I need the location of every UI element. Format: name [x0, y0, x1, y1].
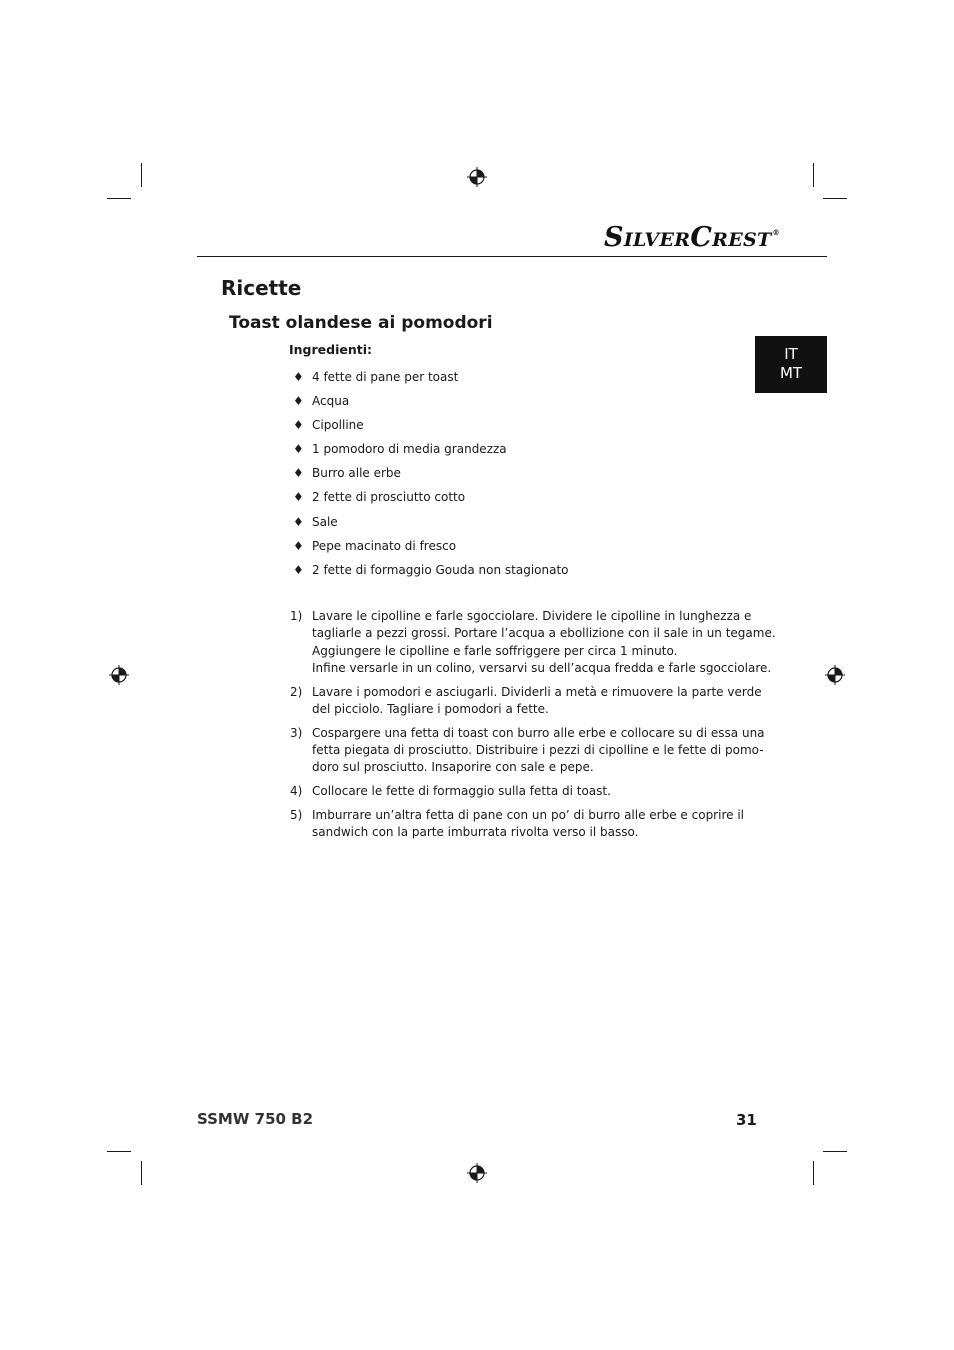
ingredient-text: 2 fette di prosciutto cotto	[312, 490, 466, 505]
step-text-line: sandwich con la parte imburrata rivolta verso il basso.	[312, 825, 639, 840]
list-item	[290, 513, 730, 537]
registration-target-icon	[109, 665, 129, 685]
diamond-bullet-icon: ♦	[293, 538, 304, 553]
ingredient-text: 2 fette di formaggio Gouda non stagionato	[312, 562, 569, 577]
header-rule	[197, 256, 827, 257]
language-tab	[755, 336, 827, 393]
language-code: MT	[779, 364, 803, 382]
step-text-line: doro sul prosciutto. Insaporire con sale e pepe.	[312, 760, 594, 775]
registration-target-icon	[467, 1163, 487, 1183]
step-text-line: Lavare i pomodori e asciugarli. Dividerli a metà e rimuovere la parte verde	[312, 684, 762, 699]
diamond-bullet-icon: ♦	[293, 442, 304, 457]
diamond-bullet-icon: ♦	[293, 466, 304, 481]
diamond-bullet-icon: ♦	[293, 394, 304, 409]
diamond-bullet-icon: ♦	[293, 562, 304, 577]
list-item	[290, 392, 730, 416]
step-text-line: Aggiungere le cipolline e farle soffriggere per circa 1 minuto.	[312, 643, 678, 658]
crop-mark-bottom-right-vertical	[813, 1161, 814, 1185]
instruction-step	[290, 684, 762, 719]
list-item	[290, 368, 730, 392]
section-title: Ricette	[221, 276, 302, 300]
footer-model-number: SSMW 750 B2	[197, 1110, 314, 1128]
diamond-bullet-icon: ♦	[293, 514, 304, 529]
registration-target-icon	[825, 665, 845, 685]
step-number: 1)	[290, 609, 303, 623]
crop-mark-top-right-vertical	[813, 163, 814, 187]
step-text-line: Lavare le cipolline e farle sgocciolare. Dividere le cipolline in lunghezza e	[312, 609, 752, 623]
diamond-bullet-icon: ♦	[293, 490, 304, 505]
list-item	[290, 440, 730, 464]
crop-mark-top-left-vertical	[141, 163, 142, 187]
step-text-line: tagliarle a pezzi grossi. Portare l’acqua a ebollizione con il sale in un tegame.	[312, 626, 776, 641]
list-item	[290, 488, 730, 512]
ingredients-list	[290, 368, 730, 585]
instruction-step	[290, 807, 744, 842]
list-item	[290, 464, 730, 488]
ingredient-text: Cipolline	[312, 418, 364, 433]
recipe-title: Toast olandese ai pomodori	[229, 313, 493, 333]
step-number: 3)	[290, 725, 303, 740]
crop-mark-bottom-left-horizontal	[107, 1151, 131, 1152]
step-number: 4)	[290, 784, 303, 799]
step-text-line: Imburrare un’altra fetta di pane con un po’ di burro alle erbe e coprire il	[312, 807, 744, 822]
crop-mark-bottom-right-horizontal	[823, 1151, 847, 1152]
step-text-line: Infine versarle in un colino, versarvi su dell’acqua fredda e farle sgocciolare.	[312, 660, 772, 675]
diamond-bullet-icon: ♦	[293, 418, 304, 433]
list-item	[290, 537, 730, 561]
instruction-step	[290, 608, 776, 677]
step-number: 2)	[290, 684, 303, 699]
step-text-line: Cospargere una fetta di toast con burro alle erbe e collocare su di essa una	[312, 725, 765, 740]
step-number: 5)	[290, 807, 303, 822]
ingredient-text: Pepe macinato di fresco	[312, 538, 457, 553]
ingredient-text: Acqua	[312, 394, 350, 409]
crop-mark-top-right-horizontal	[823, 198, 847, 199]
diamond-bullet-icon: ♦	[293, 370, 304, 384]
page-number: 31	[736, 1111, 757, 1129]
step-text-line: fetta piegata di prosciutto. Distribuire i pezzi di cipolline e le fette di pomo-	[312, 743, 764, 758]
ingredient-text: 4 fette di pane per toast	[312, 370, 459, 384]
instruction-step	[290, 783, 740, 800]
step-text-line: del picciolo. Tagliare i pomodori a fette.	[312, 701, 549, 716]
silvercrest-logo: SILVERCREST®	[604, 222, 780, 253]
step-text-line: Collocare le fette di formaggio sulla fetta di toast.	[312, 784, 611, 799]
registration-target-icon	[467, 167, 487, 187]
list-item	[290, 416, 730, 440]
instruction-step	[290, 725, 765, 777]
ingredient-text: Burro alle erbe	[312, 466, 401, 481]
crop-mark-bottom-left-vertical	[141, 1161, 142, 1185]
instructions-list	[290, 608, 776, 848]
crop-mark-top-left-horizontal	[107, 198, 131, 199]
ingredient-text: 1 pomodoro di media grandezza	[312, 442, 507, 457]
ingredient-text: Sale	[312, 514, 338, 529]
language-code: IT	[784, 345, 798, 363]
ingredients-label: Ingredienti:	[289, 342, 373, 357]
list-item	[290, 561, 730, 585]
